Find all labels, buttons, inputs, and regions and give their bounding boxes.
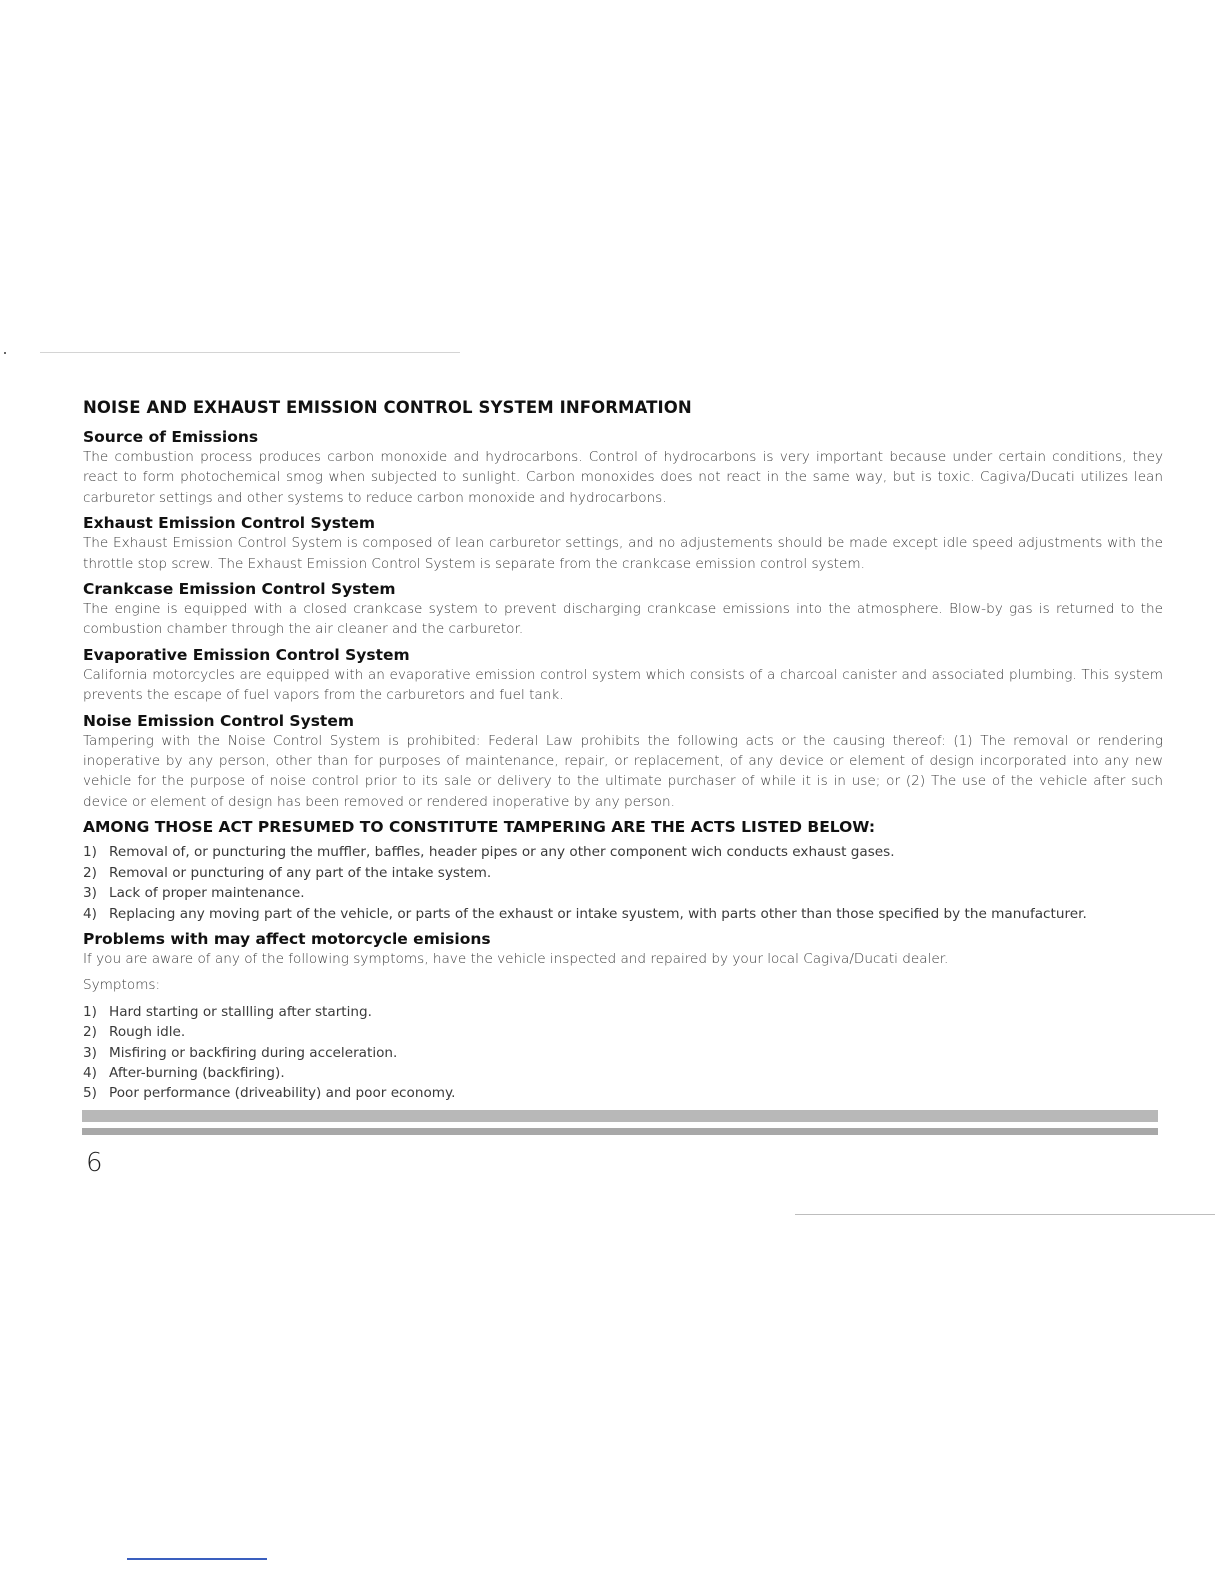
decorative-bar — [82, 1110, 1158, 1122]
tampering-acts-list — [83, 842, 1163, 924]
item-number: 3) — [83, 1044, 97, 1061]
section-body: Tampering with the Noise Control System is prohibited: Federal Law prohibits the following acts or the causing thereof: (1) The removal or rendering inoperative by any person, other than for purposes of maintenance, repair, or replacement, of any device or element of design incorporated into any new vehicle for the purpose of noise control prior to its sale or delivery to the ultimate purchaser of while it is in use; or (2) The use of the vehicle after such device or element of design has been removed or rendered inoperative by any person. — [83, 732, 1163, 810]
decorative-bar — [82, 1128, 1158, 1135]
item-text: After-burning (backfiring). — [109, 1064, 285, 1081]
symptoms-list — [83, 1002, 1163, 1104]
bottom-left-divider — [127, 1558, 267, 1560]
section-body: The engine is equipped with a closed crankcase system to prevent discharging crankcase emissions into the atmosphere. Blow-by gas is returned to the combustion chamber through the air cleaner and the carburetor. — [83, 601, 1163, 638]
section-exhaust-emission-control — [83, 514, 1163, 574]
page-title: NOISE AND EXHAUST EMISSION CONTROL SYSTEM INFORMATION — [83, 398, 692, 417]
list-item — [83, 883, 1163, 903]
item-number: 5) — [83, 1085, 97, 1102]
section-body: The combustion process produces carbon monoxide and hydrocarbons. Control of hydrocarbons is very important because under certain conditions, they react to form photochemical smog when subjected to sunlight. Carbon monoxides does not react in the same way, but is toxic. Cagiva/Ducati utilizes lean carburetor settings and other systems to reduce carbon monoxide and hydrocarbons. — [83, 449, 1163, 506]
item-number: 3) — [83, 885, 97, 902]
list-item — [83, 904, 1163, 924]
section-heading: Exhaust Emission Control System — [83, 514, 376, 533]
list-item — [83, 1063, 1163, 1083]
item-number: 4) — [83, 905, 97, 922]
section-problems — [83, 930, 1163, 1104]
item-text: Misfiring or backfiring during acceleration. — [109, 1044, 398, 1061]
stray-mark — [4, 352, 6, 354]
section-crankcase-emission-control — [83, 580, 1163, 640]
tampering-heading: AMONG THOSE ACT PRESUMED TO CONSTITUTE TAMPERING ARE THE ACTS LISTED BELOW: — [83, 818, 876, 837]
section-heading: Source of Emissions — [83, 428, 259, 446]
list-item — [83, 1043, 1163, 1063]
list-item — [83, 1002, 1163, 1022]
item-text: Poor performance (driveability) and poor economy. — [109, 1085, 456, 1102]
item-text: Removal of, or puncturing the muffler, baffles, header pipes or any other component wich conducts exhaust gases. — [109, 844, 895, 861]
document-body — [83, 398, 1163, 1110]
bottom-right-divider — [795, 1214, 1215, 1215]
item-text: Lack of proper maintenance. — [109, 885, 305, 902]
list-item — [83, 1022, 1163, 1042]
list-item — [83, 863, 1163, 883]
section-evaporative-emission-control — [83, 646, 1163, 706]
item-number: 1) — [83, 1003, 97, 1020]
item-text: Hard starting or stallling after starting. — [109, 1003, 372, 1020]
problems-intro: If you are aware of any of the following symptoms, have the vehicle inspected and repaired by your local Cagiva/Ducati dealer. — [83, 950, 949, 967]
item-text: Rough idle. — [109, 1024, 186, 1041]
section-heading: Problems with may affect motorcycle emisions — [83, 929, 491, 948]
item-text: Removal or puncturing of any part of the intake system. — [109, 864, 492, 881]
item-number: 1) — [83, 844, 97, 861]
item-number: 2) — [83, 1024, 97, 1041]
list-item — [83, 842, 1163, 862]
item-text: Replacing any moving part of the vehicle, or parts of the exhaust or intake syustem, with parts other than those specified by the manufacturer. — [109, 905, 1087, 922]
section-heading: Evaporative Emission Control System — [83, 645, 410, 664]
section-body: The Exhaust Emission Control System is composed of lean carburetor settings, and no adjustements should be made except idle speed adjustments with the throttle stop screw. The Exhaust Emission Control System is separate from the crankcase emission control system. — [83, 535, 1163, 572]
section-heading: Noise Emission Control System — [83, 711, 355, 730]
section-body: California motorcycles are equipped with an evaporative emission control system which consists of a charcoal canister and associated plumbing. This system prevents the escape of fuel vapors from the carburetors and fuel tank. — [83, 666, 1163, 704]
list-item — [83, 1083, 1163, 1103]
top-divider — [40, 352, 460, 353]
page-number: 6 — [86, 1148, 103, 1178]
item-number: 2) — [83, 864, 97, 881]
decorative-bars — [82, 1110, 1158, 1141]
section-source-of-emissions — [83, 428, 1163, 508]
section-heading: Crankcase Emission Control System — [83, 580, 396, 599]
symptoms-label: Symptoms: — [83, 977, 161, 994]
section-noise-emission-control — [83, 712, 1163, 813]
item-number: 4) — [83, 1064, 97, 1081]
